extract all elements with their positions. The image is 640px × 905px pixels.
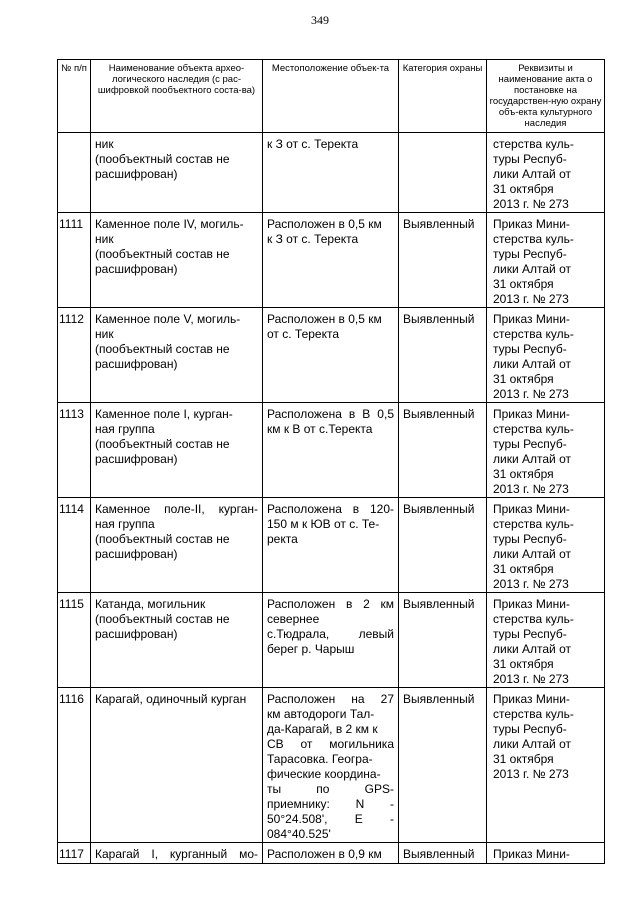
location-line: от с. Теректа	[267, 327, 340, 341]
requisites-cell	[487, 688, 605, 843]
row-number: 1116	[58, 688, 91, 843]
category-cell: Выявленный	[399, 213, 487, 308]
object-name-line: расшифрован)	[95, 167, 178, 181]
object-name-line: (пообъектный состав не	[95, 437, 230, 451]
location-cell	[263, 308, 399, 403]
requisites-line: 2013 г. № 273	[493, 672, 569, 686]
object-name-line: ник	[95, 232, 114, 246]
requisites-line: 2013 г. № 273	[493, 387, 569, 401]
row-number: 1114	[58, 498, 91, 593]
location-line: Тарасовка. Геогра-	[267, 752, 373, 766]
requisites-line: туры Респуб-	[493, 152, 567, 166]
object-name-line: Карагай, одиночный курган	[95, 692, 247, 706]
requisites-line: Приказ Мини-	[493, 217, 570, 231]
category-cell: Выявленный	[399, 308, 487, 403]
category-cell: Выявленный	[399, 843, 487, 864]
requisites-line: туры Респуб-	[493, 627, 567, 641]
header-name: Наименование объекта архео-логического наследия (с рас-шифровкой пообъектного соста-ва)	[91, 60, 263, 133]
object-name-cell	[91, 133, 263, 213]
requisites-line: 2013 г. № 273	[493, 577, 569, 591]
category-cell: Выявленный	[399, 403, 487, 498]
requisites-line: туры Респуб-	[493, 437, 567, 451]
location-line: Расположена в В 0,5	[267, 407, 394, 421]
row-number: 1115	[58, 593, 91, 688]
requisites-line: Приказ Мини-	[493, 312, 570, 326]
header-category: Категория охраны	[399, 60, 487, 133]
header-location: Местоположение объек-та	[263, 60, 399, 133]
table-row	[58, 593, 605, 688]
object-name-cell	[91, 593, 263, 688]
requisites-line: лики Алтай от	[493, 737, 571, 751]
requisites-line: 31 октября	[493, 277, 554, 291]
table-row	[58, 308, 605, 403]
object-name-line: расшифрован)	[95, 452, 178, 466]
requisites-cell	[487, 593, 605, 688]
row-number: 1117	[58, 843, 91, 864]
location-line: к З от с. Теректа	[267, 232, 359, 246]
table-header-row	[58, 60, 605, 133]
requisites-line: лики Алтай от	[493, 452, 571, 466]
requisites-line: 31 октября	[493, 467, 554, 481]
object-name-cell	[91, 498, 263, 593]
location-line: 50°24.508', E -	[267, 812, 394, 826]
object-name-line: расшифрован)	[95, 627, 178, 641]
object-name-line: ная группа	[95, 517, 155, 531]
location-line: севернее	[267, 612, 320, 626]
object-name-line: Каменное поле I, курган-	[95, 407, 233, 421]
location-line: приемнику: N -	[267, 797, 394, 811]
object-name-line: расшифрован)	[95, 262, 178, 276]
location-cell	[263, 133, 399, 213]
object-name-line: (пообъектный состав не	[95, 247, 230, 261]
category-cell: Выявленный	[399, 498, 487, 593]
requisites-line: стерства куль-	[493, 707, 574, 721]
table-row	[58, 133, 605, 213]
location-line: Расположен в 0,5 км	[267, 217, 382, 231]
requisites-line: Приказ Мини-	[493, 847, 570, 861]
object-name-cell	[91, 308, 263, 403]
location-line: с.Тюдрала, левый	[267, 627, 394, 641]
object-name-line: расшифрован)	[95, 357, 178, 371]
requisites-line: 31 октября	[493, 182, 554, 196]
row-number: 1112	[58, 308, 91, 403]
row-number	[58, 133, 91, 213]
page-number: 349	[311, 13, 329, 27]
heritage-registry-table	[57, 59, 605, 864]
location-cell	[263, 843, 399, 864]
requisites-line: Приказ Мини-	[493, 692, 570, 706]
object-name-cell	[91, 688, 263, 843]
requisites-line: 31 октября	[493, 657, 554, 671]
object-name-line: (пообъектный состав не	[95, 152, 230, 166]
requisites-cell	[487, 213, 605, 308]
location-line: Расположен на 27	[267, 692, 394, 706]
location-cell	[263, 593, 399, 688]
requisites-cell	[487, 843, 605, 864]
table-row	[58, 403, 605, 498]
object-name-cell	[91, 843, 263, 864]
object-name-line: Карагай I, курганный мо-	[95, 847, 258, 861]
location-line: 150 м к ЮВ от с. Те-	[267, 517, 380, 531]
location-cell	[263, 498, 399, 593]
object-name-line: (пообъектный состав не	[95, 612, 230, 626]
requisites-line: лики Алтай от	[493, 547, 571, 561]
requisites-line: 2013 г. № 273	[493, 197, 569, 211]
object-name-line: расшифрован)	[95, 547, 178, 561]
row-number: 1113	[58, 403, 91, 498]
location-line: Расположен в 0,5 км	[267, 312, 382, 326]
location-line: км к В от с.Теректа	[267, 422, 373, 436]
requisites-line: 31 октября	[493, 562, 554, 576]
requisites-line: стерства куль-	[493, 612, 574, 626]
category-cell: Выявленный	[399, 688, 487, 843]
object-name-line: (пообъектный состав не	[95, 342, 230, 356]
requisites-line: туры Респуб-	[493, 722, 567, 736]
requisites-line: лики Алтай от	[493, 262, 571, 276]
location-line: км автодороги Тал-	[267, 707, 375, 721]
requisites-line: туры Респуб-	[493, 532, 567, 546]
requisites-line: Приказ Мини-	[493, 597, 570, 611]
object-name-line: Катанда, могильник	[95, 597, 206, 611]
object-name-line: Каменное поле IV, могиль-	[95, 217, 244, 231]
requisites-line: стерства куль-	[493, 327, 574, 341]
requisites-line: туры Респуб-	[493, 342, 567, 356]
requisites-line: стерства куль-	[493, 517, 574, 531]
requisites-cell	[487, 498, 605, 593]
requisites-line: лики Алтай от	[493, 357, 571, 371]
requisites-line: 2013 г. № 273	[493, 767, 569, 781]
header-requisites: Реквизиты и наименование акта о постановке на государствен-ную охрану объ-екта культурного наследия	[487, 60, 605, 133]
requisites-cell	[487, 133, 605, 213]
table-row	[58, 688, 605, 843]
requisites-line: Приказ Мини-	[493, 407, 570, 421]
location-line: Расположен в 0,9 км	[267, 847, 382, 861]
requisites-line: 31 октября	[493, 372, 554, 386]
location-line: да-Карагай, в 2 км к	[267, 722, 378, 736]
object-name-line: Каменное поле V, могиль-	[95, 312, 241, 326]
location-line: берег р. Чарыш	[267, 642, 355, 656]
requisites-line: 2013 г. № 273	[493, 292, 569, 306]
location-line: к З от с. Теректа	[267, 137, 359, 151]
location-line: ты по GPS-	[267, 782, 394, 796]
requisites-cell	[487, 403, 605, 498]
object-name-line: (пообъектный состав не	[95, 532, 230, 546]
location-cell	[263, 688, 399, 843]
requisites-line: лики Алтай от	[493, 642, 571, 656]
requisites-line: туры Респуб-	[493, 247, 567, 261]
requisites-line: стерства куль-	[493, 232, 574, 246]
location-line: СВ от могильника	[267, 737, 394, 751]
object-name-cell	[91, 403, 263, 498]
table-row	[58, 843, 605, 864]
category-cell: Выявленный	[399, 593, 487, 688]
row-number: 1111	[58, 213, 91, 308]
location-line: ректа	[267, 532, 298, 546]
location-cell	[263, 403, 399, 498]
object-name-line: Каменное поле-II, курган-	[95, 502, 258, 516]
requisites-line: лики Алтай от	[493, 167, 571, 181]
requisites-line: 31 октября	[493, 752, 554, 766]
location-line: фические координа-	[267, 767, 381, 781]
location-line: Расположена в 120-	[267, 502, 394, 516]
table-row	[58, 498, 605, 593]
location-line: 084°40.525'	[267, 827, 331, 841]
object-name-line: ник	[95, 137, 114, 151]
header-num: № п/п	[58, 60, 91, 133]
location-line: Расположен в 2 км	[267, 597, 394, 611]
object-name-line: ник	[95, 327, 114, 341]
object-name-line: ная группа	[95, 422, 155, 436]
object-name-cell	[91, 213, 263, 308]
location-cell	[263, 213, 399, 308]
requisites-cell	[487, 308, 605, 403]
requisites-line: стерства куль-	[493, 137, 574, 151]
category-cell	[399, 133, 487, 213]
requisites-line: стерства куль-	[493, 422, 574, 436]
table-row	[58, 213, 605, 308]
requisites-line: Приказ Мини-	[493, 502, 570, 516]
requisites-line: 2013 г. № 273	[493, 482, 569, 496]
